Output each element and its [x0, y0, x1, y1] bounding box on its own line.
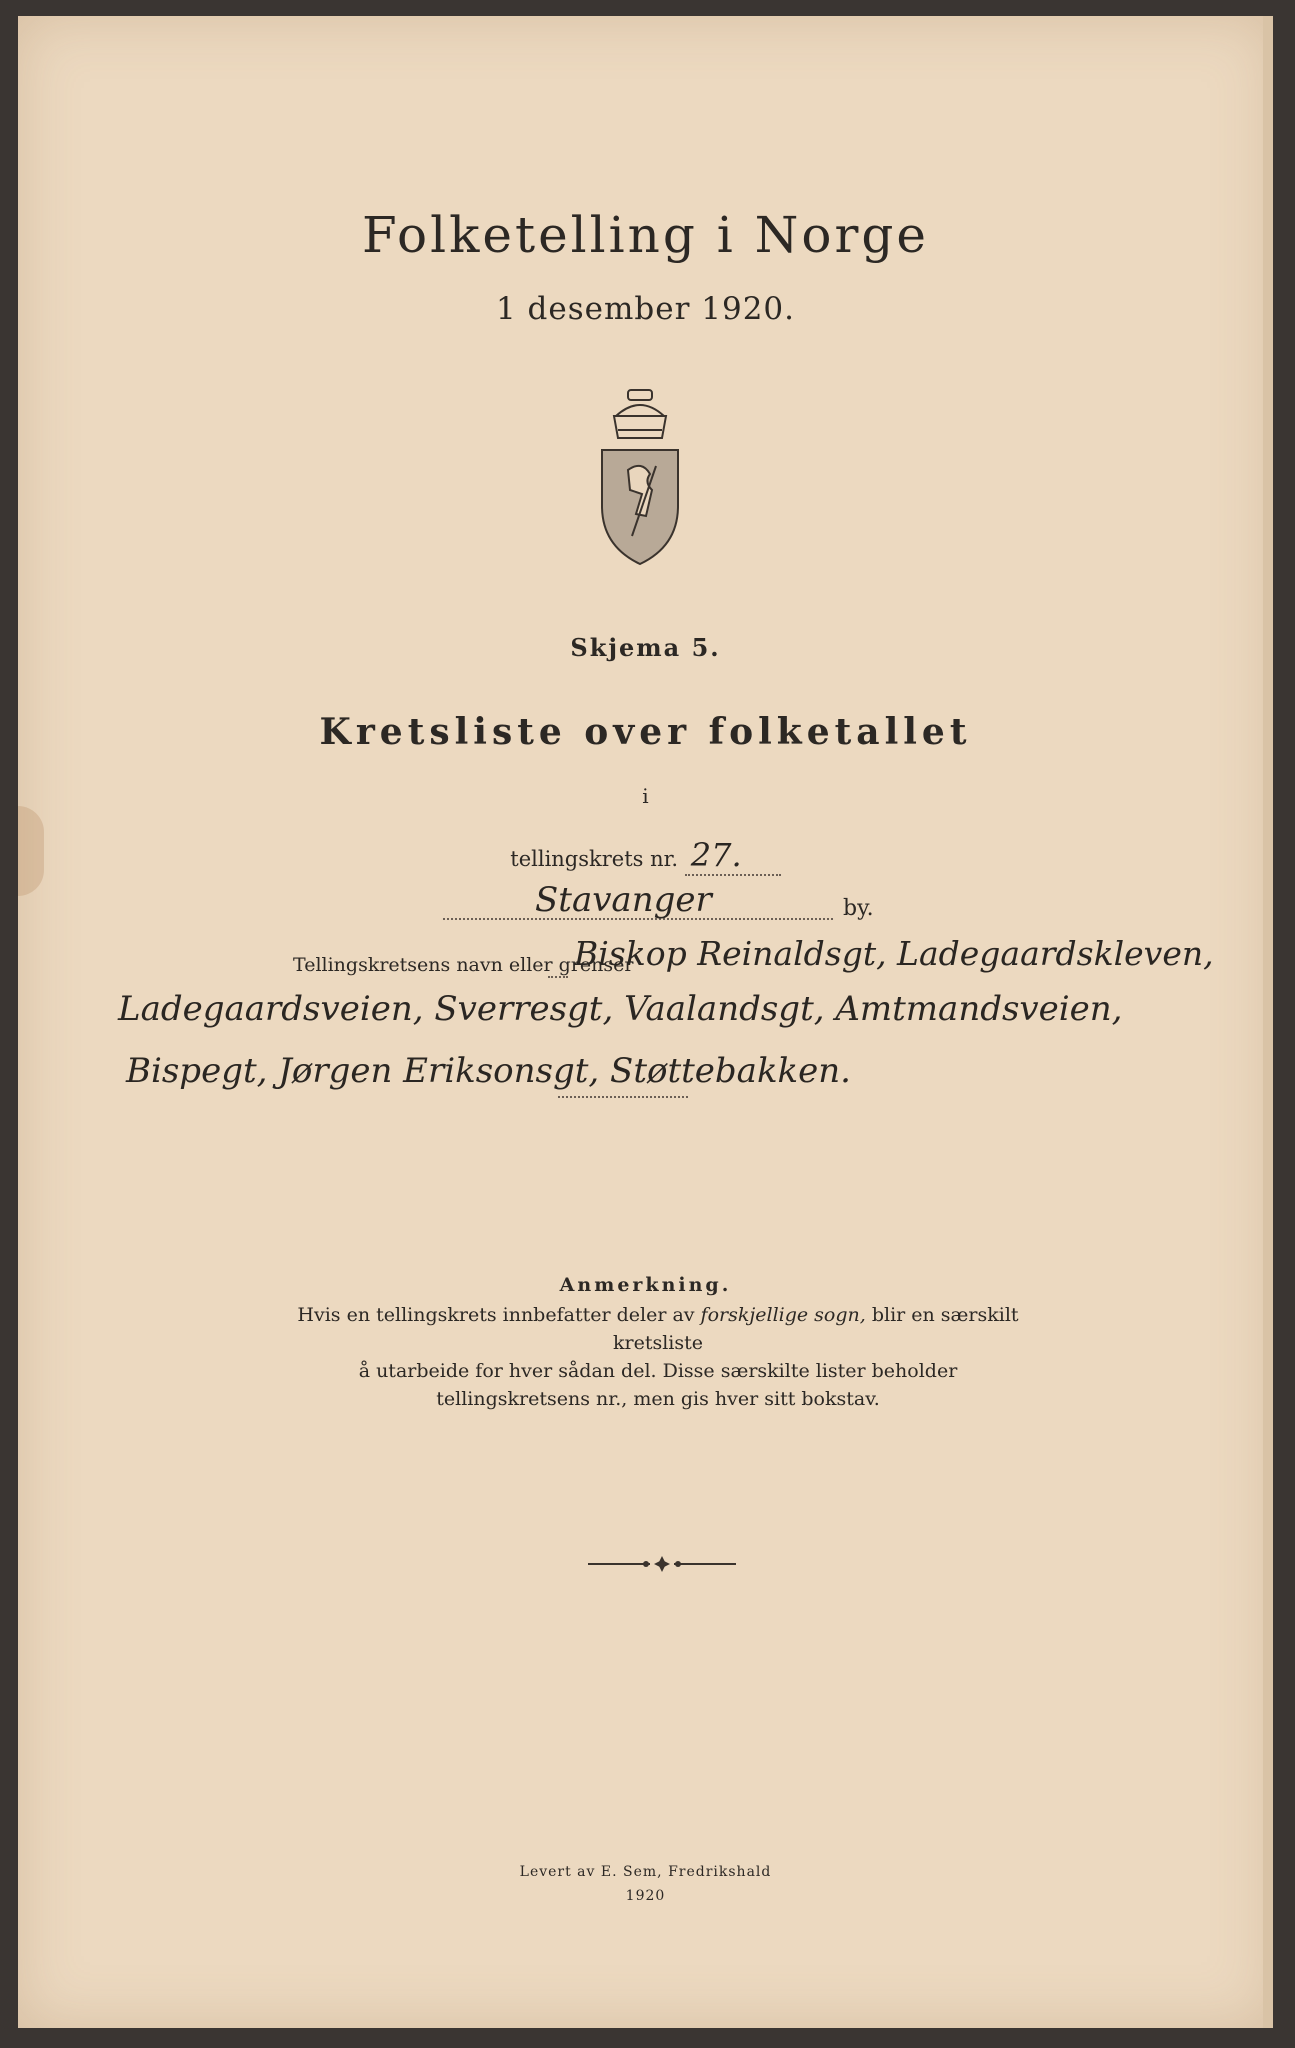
note-line-2: å utarbeide for hver sådan del. Disse særskilte lister beholder [358, 1360, 958, 1382]
schema-number: Skjema 5. [570, 633, 721, 662]
grenser-handwritten-line-3: Bispegt, Jørgen Eriksonsgt, Støttebakken. [126, 1051, 851, 1091]
norwegian-coat-of-arms-icon [592, 386, 688, 566]
census-form-page [18, 16, 1273, 2028]
grenser-handwritten-line-1: Biskop Reinaldsgt, Ladegaardskleven, [574, 934, 1214, 973]
grenser-dotted-underline [558, 1096, 688, 1098]
city-handwritten: Stavanger [535, 880, 712, 920]
preposition-i: i [642, 784, 649, 808]
city-line [443, 880, 883, 924]
note-line-1 [258, 1301, 1058, 1357]
krets-number-field: 27. [685, 836, 781, 876]
note-body [258, 1301, 1058, 1413]
printer-imprint: Levert av E. Sem, Fredrikshald [519, 1864, 772, 1880]
document-title: Folketelling i Norge [362, 206, 929, 264]
krets-number-line [18, 836, 1273, 876]
note-line-1-end: blir en særskilt kretsliste [612, 1304, 1019, 1354]
document-date: 1 desember 1920. [495, 291, 796, 327]
printer-year: 1920 [625, 1888, 666, 1904]
grenser-dotted-line [548, 976, 568, 978]
ornament-divider-icon [588, 1554, 736, 1574]
grenser-label: Tellingskretsens navn eller grenser [293, 954, 634, 976]
krets-label: tellingskrets nr. [510, 847, 679, 871]
note-heading: Anmerkning. [559, 1274, 732, 1296]
note-line-1-italic: forskjellige sogn, [700, 1304, 866, 1326]
note-line-3: tellingskretsens nr., men gis hver sitt bokstav. [436, 1388, 880, 1410]
city-suffix: by. [843, 896, 874, 921]
note-line-1-start: Hvis en tellingskrets innbefatter deler av [297, 1304, 701, 1326]
form-heading: Kretsliste over folketallet [319, 711, 972, 753]
grenser-handwritten-line-2: Ladegaardsveien, Sverresgt, Vaalandsgt, Amtmandsveien, [118, 989, 1123, 1029]
